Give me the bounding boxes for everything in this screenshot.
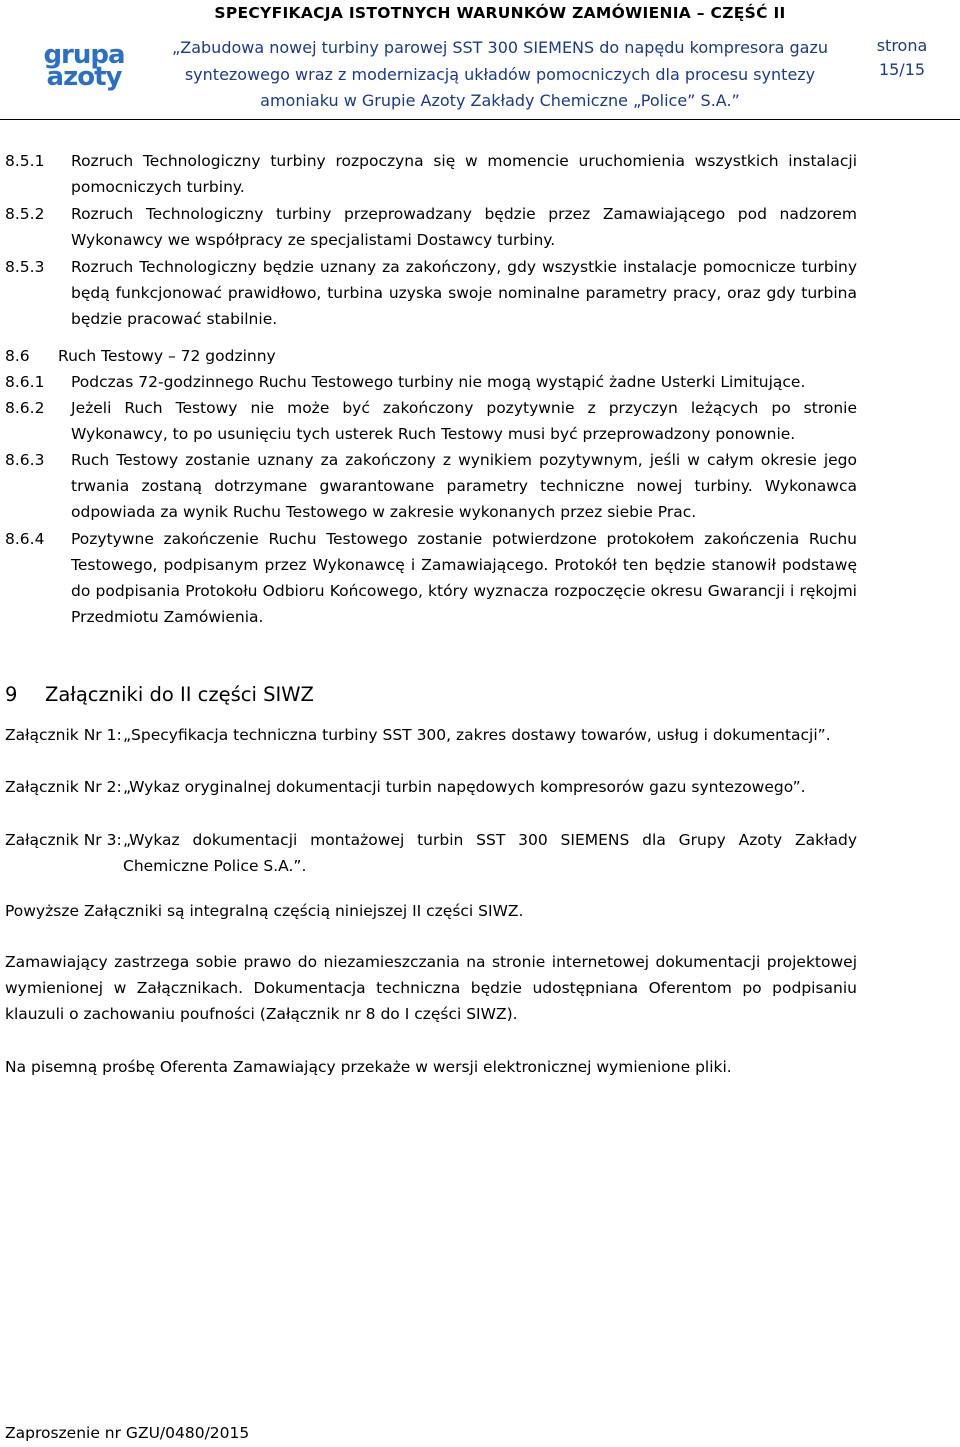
header-divider bbox=[0, 119, 960, 120]
logo-line-1: grupa bbox=[43, 40, 125, 70]
list-item-8-6-3 bbox=[5, 447, 857, 525]
project-title-line-1: „Zabudowa nowej turbiny parowej SST 300 SIEMENS do napędu kompresora gazu bbox=[171, 38, 829, 57]
list-item-8-6-4 bbox=[5, 526, 857, 630]
attachment-label: Załącznik Nr 2: bbox=[5, 778, 122, 796]
item-number: 8.5.2 bbox=[5, 205, 45, 223]
page-header bbox=[0, 0, 960, 122]
list-item-8-6-2 bbox=[5, 395, 857, 447]
item-text: Rozruch Technologiczny turbiny przeprowadzany będzie przez Zamawiającego pod nadzorem Wykonawcy we współpracy ze specjalistami Dostawcy turbiny. bbox=[71, 205, 857, 249]
page-footer: Zaproszenie nr GZU/0480/2015 bbox=[5, 1424, 250, 1442]
attachment-label: Załącznik Nr 1: bbox=[5, 726, 122, 744]
section-number: 8.6 bbox=[5, 347, 30, 365]
item-text: Podczas 72-godzinnego Ruchu Testowego turbiny nie mogą wystąpić żadne Usterki Limitujące. bbox=[71, 373, 806, 391]
item-number: 8.6.1 bbox=[5, 373, 45, 391]
item-text: Jeżeli Ruch Testowy nie może być zakończony pozytywnie z przyczyn leżących po stronie Wykonawcy, to po usunięciu tych usterek Ruch Testowy musi być przeprowadzony ponownie. bbox=[71, 399, 857, 443]
attachment-item-3 bbox=[5, 827, 857, 879]
page-label: strona bbox=[876, 36, 928, 55]
list-item-8-6-1 bbox=[5, 369, 857, 395]
list-item-8-5-3 bbox=[5, 254, 857, 332]
item-text: Pozytywne zakończenie Ruchu Testowego zostanie potwierdzone protokołem zakończenia Ruchu Testowego, podpisanym przez Wykonawcę i Zamawiającego. Protokół ten będzie stanowił podstawę do podpisania Protokołu Odbioru Końcowego, który wyznacza rozpoczęcie okresu Gwarancji i rękojmi Przedmiotu Zamówienia. bbox=[71, 530, 857, 626]
logo-line-2: azoty bbox=[46, 62, 122, 92]
attachment-text: „Wykaz oryginalnej dokumentacji turbin napędowych kompresorów gazu syntezowego”. bbox=[123, 778, 806, 796]
document-title: SPECYFIKACJA ISTOTNYCH WARUNKÓW ZAMÓWIENIA – CZĘŚĆ II bbox=[214, 4, 786, 22]
attachment-item-2 bbox=[5, 774, 857, 826]
item-number: 8.6.4 bbox=[5, 530, 45, 548]
project-title-line-2: syntezowego wraz z modernizacją układów pomocniczych dla procesu syntezy bbox=[184, 65, 816, 84]
attachment-item-1 bbox=[5, 722, 857, 774]
grupa-azoty-logo bbox=[34, 42, 134, 90]
list-item-8-5-2 bbox=[5, 201, 857, 253]
paragraph-integral: Powyższe Załączniki są integralną częścią niniejszej II części SIWZ. bbox=[5, 902, 524, 920]
attachment-label: Załącznik Nr 3: bbox=[5, 831, 122, 849]
item-number: 8.5.1 bbox=[5, 152, 45, 170]
section-heading-8-6 bbox=[5, 343, 276, 369]
list-item-8-5-1 bbox=[5, 148, 857, 200]
attachment-text: „Specyfikacja techniczna turbiny SST 300, zakres dostawy towarów, usług i dokumentacji”. bbox=[123, 726, 831, 744]
item-number: 8.6.2 bbox=[5, 399, 45, 417]
project-title-line-3: amoniaku w Grupie Azoty Zakłady Chemiczne „Police” S.A.” bbox=[260, 91, 740, 110]
paragraph-electronic-files: Na pisemną prośbę Oferenta Zamawiający przekaże w wersji elektronicznej wymienione pliki. bbox=[5, 1058, 732, 1076]
chapter-title: Załączniki do II części SIWZ bbox=[45, 683, 314, 706]
item-text: Rozruch Technologiczny będzie uznany za zakończony, gdy wszystkie instalacje pomocnicze turbiny będą funkcjonować prawidłowo, turbina uzyska swoje nominalne parametry pracy, oraz gdy turbina będzie pracować stabilnie. bbox=[71, 258, 857, 328]
page-indicator bbox=[862, 34, 942, 82]
chapter-number: 9 bbox=[5, 683, 18, 706]
item-text: Rozruch Technologiczny turbiny rozpoczyna się w momencie uruchomienia wszystkich instalacji pomocniczych turbiny. bbox=[71, 152, 857, 196]
page-number: 15/15 bbox=[878, 60, 926, 79]
section-title: Ruch Testowy – 72 godzinny bbox=[58, 347, 276, 365]
paragraph-confidentiality: Zamawiający zastrzega sobie prawo do niezamieszczania na stronie internetowej dokumentacji projektowej wymienionej w Załącznikach. Dokumentacja techniczna będzie udostępniana Oferentom po podpisaniu klauzuli o zachowaniu poufności (Załącznik nr 8 do I części SIWZ). bbox=[5, 953, 857, 1023]
item-text: Ruch Testowy zostanie uznany za zakończony z wynikiem pozytywnym, jeśli w całym okresie jego trwania zostaną dotrzymane gwarantowane parametry techniczne nowej turbiny. Wykonawca odpowiada za wynik Ruchu Testowego w zakresie wykonanych przez siebie Prac. bbox=[71, 451, 857, 521]
item-number: 8.6.3 bbox=[5, 451, 45, 469]
attachment-text: „Wykaz dokumentacji montażowej turbin SST 300 SIEMENS dla Grupy Azoty Zakłady Chemiczne Police S.A.”. bbox=[123, 831, 857, 875]
chapter-heading-9 bbox=[5, 681, 314, 709]
item-number: 8.5.3 bbox=[5, 258, 45, 276]
